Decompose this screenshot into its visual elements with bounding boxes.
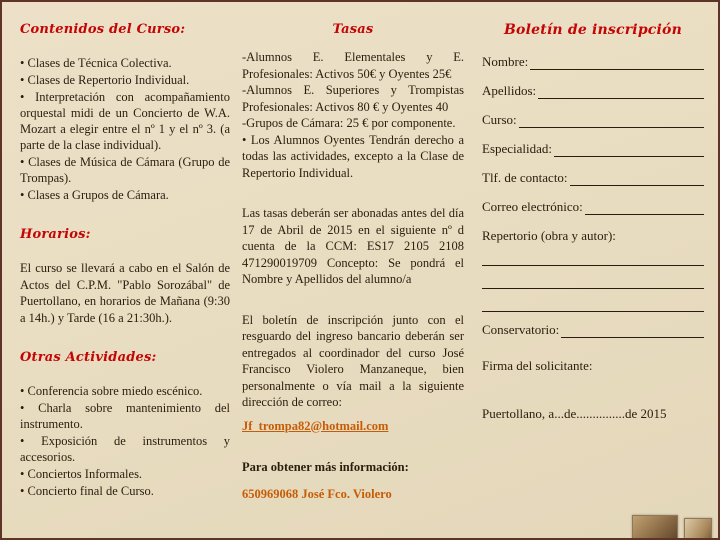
field-firma-label: Firma del solicitante: <box>482 358 593 373</box>
field-repertorio <box>482 228 704 244</box>
middle-column <box>242 22 464 538</box>
contents-list <box>20 55 230 203</box>
schedule-text: El curso se llevará a cabo en el Salón de Actos del C.P.M. "Pablo Sorozábal" de Puertollano, en horarios de Mañana (9:30 a 14h.) y Tarde (16 a 21:30h.). <box>20 261 230 325</box>
list-item: • Concierto final de Curso. <box>20 484 154 498</box>
info-label: Para obtener más información: <box>242 459 409 474</box>
list-item: • Interpretación con acompañamiento orquestal midi de un Concierto de W.A. Mozart a elegir entre el nº 1 y el nº 3. (a parte de la clase individual). <box>20 90 230 152</box>
field-especialidad <box>482 141 704 157</box>
list-item: • Charla sobre mantenimiento del instrumento. <box>20 401 230 431</box>
repertorio-line-1 <box>482 250 704 266</box>
field-especialidad-line <box>554 143 704 157</box>
repertorio-line-2 <box>482 273 704 289</box>
email-link[interactable]: Jf_trompa82@hotmail.com <box>242 418 389 433</box>
list-item: • Conciertos Informales. <box>20 467 143 481</box>
list-item: • Clases a Grupos de Cámara. <box>20 188 169 202</box>
field-conservatorio <box>482 322 704 338</box>
field-curso <box>482 112 704 128</box>
field-nombre-label: Nombre: <box>482 54 529 69</box>
fees-item: -Alumnos E. Superiores y Trompistas Profesionales: Activos 80 € y Oyentes 40 <box>242 83 464 114</box>
field-conservatorio-line <box>561 324 704 338</box>
payment-text: Las tasas deberán ser abonadas antes del día 17 de Abril de 2015 en el siguiente nº d cuenta de la CCM: ES17 2105 2108 471290019709 Concepto: Se pondrá el Nombre y Apellidos del alumno/a <box>242 206 464 286</box>
fees-item: • Los Alumnos Oyentes Tendrán derecho a todas las actividades, excepto a la Clase de Repertorio Individual. <box>242 132 464 180</box>
schedule-block <box>20 260 230 326</box>
left-column <box>20 22 230 538</box>
list-item: • Conferencia sobre miedo escénico. <box>20 384 203 398</box>
registration-title: Boletín de inscripción <box>504 22 682 38</box>
fees-title: Tasas <box>332 22 374 37</box>
schedule-title: Horarios: <box>20 227 91 242</box>
field-conservatorio-label: Conservatorio: <box>482 322 560 337</box>
field-apellidos-label: Apellidos: <box>482 83 537 98</box>
list-item: • Clases de Música de Cámara (Grupo de Trompas). <box>20 155 230 185</box>
list-item: • Exposición de instrumentos y accesorios. <box>20 434 230 464</box>
fees-item: -Grupos de Cámara: 25 € por componente. <box>242 116 456 130</box>
field-curso-line <box>519 114 704 128</box>
right-column <box>476 22 704 538</box>
field-correo <box>482 199 704 215</box>
field-correo-label: Correo electrónico: <box>482 199 583 214</box>
list-item: • Clases de Repertorio Individual. <box>20 73 190 87</box>
field-repertorio-label: Repertorio (obra y autor): <box>482 228 616 243</box>
submission-block <box>242 312 464 434</box>
field-telefono <box>482 170 704 186</box>
fees-item: -Alumnos E. Elementales y E. Profesionales: Activos 50€ y Oyentes 25€ <box>242 50 464 81</box>
info-contact: 650969068 José Fco. Violero <box>242 487 392 501</box>
field-curso-label: Curso: <box>482 112 517 127</box>
field-telefono-line <box>570 172 704 186</box>
contents-title: Contenidos del Curso: <box>20 22 186 37</box>
field-especialidad-label: Especialidad: <box>482 141 553 156</box>
field-telefono-label: Tlf. de contacto: <box>482 170 568 185</box>
date-line: Puertollano, a...de...............de 2015 <box>482 406 667 421</box>
field-apellidos-line <box>538 85 704 99</box>
corner-photo-2 <box>684 518 712 540</box>
corner-photo-1 <box>632 515 678 540</box>
field-nombre <box>482 54 704 70</box>
activities-title: Otras Actividades: <box>20 350 157 365</box>
field-nombre-line <box>530 56 704 70</box>
fees-list <box>242 49 464 181</box>
field-apellidos <box>482 83 704 99</box>
field-correo-line <box>585 201 704 215</box>
list-item: • Clases de Técnica Colectiva. <box>20 56 172 70</box>
email-line <box>242 419 464 434</box>
payment-block <box>242 205 464 288</box>
activities-list <box>20 383 230 499</box>
repertorio-line-3 <box>482 296 704 312</box>
submission-text: El boletín de inscripción junto con el resguardo del ingreso bancario deberán ser entregados al coordinador del curso José Francisco Violero Manzaneque, bien personalmente o vía mail a la siguiente dirección de correo: <box>242 312 464 409</box>
field-firma <box>482 358 704 374</box>
